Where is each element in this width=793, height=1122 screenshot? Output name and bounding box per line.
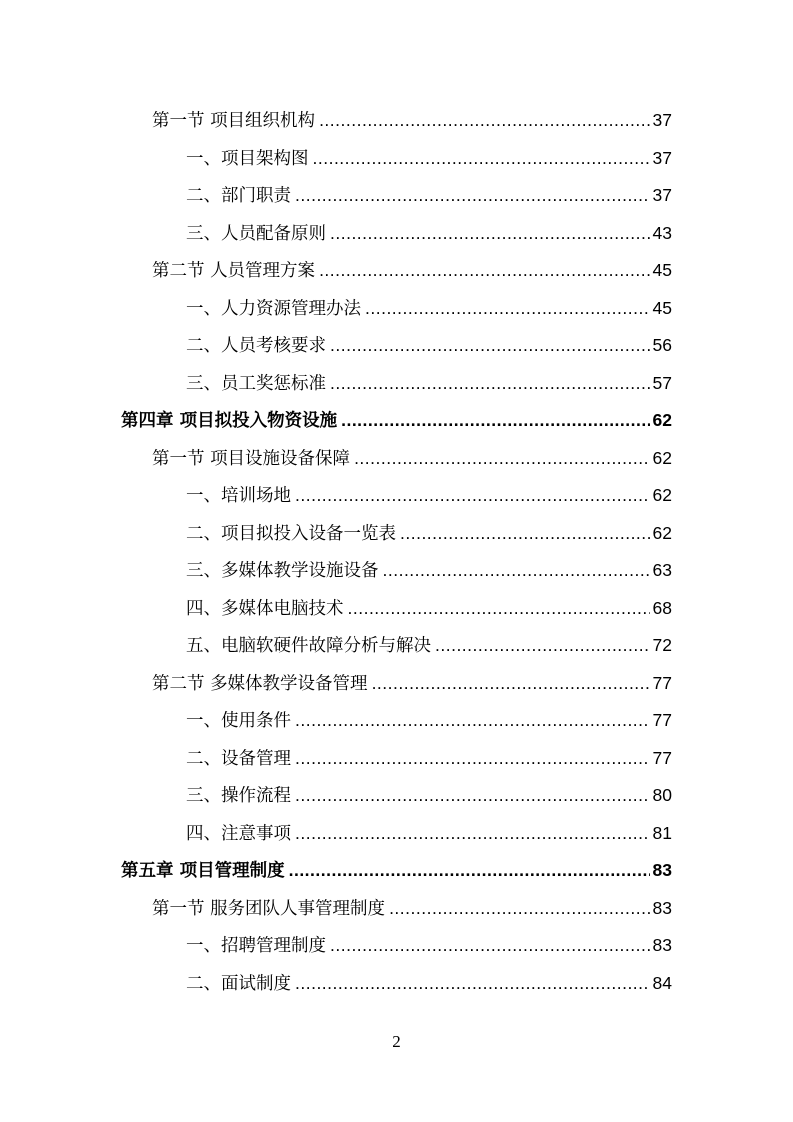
toc-entry-page-number: 43 xyxy=(652,222,672,243)
toc-entry-page-number: 77 xyxy=(652,710,672,730)
toc-subsection-entry[interactable] xyxy=(186,555,672,585)
toc-subsection-entry[interactable] xyxy=(186,930,672,960)
toc-section-entry[interactable] xyxy=(152,255,672,285)
toc-entry-page-number: 45 xyxy=(652,297,672,318)
toc-entry-title: 一、项目架构图 xyxy=(186,148,309,169)
toc-entry-page-number: 56 xyxy=(652,335,672,355)
toc-entry-page-number: 83 xyxy=(652,897,672,918)
toc-dot-leader xyxy=(348,593,650,623)
toc-entry-title: 一、使用条件 xyxy=(186,711,291,731)
toc-entry-title: 三、员工奖惩标准 xyxy=(186,373,326,394)
toc-entry-title: 二、部门职责 xyxy=(186,186,291,206)
toc-entry-page-number: 72 xyxy=(652,635,672,655)
page-number: 2 xyxy=(392,1032,401,1051)
toc-entry-title: 二、面试制度 xyxy=(186,973,291,994)
toc-subsection-entry[interactable] xyxy=(186,368,672,398)
toc-subsection-entry[interactable] xyxy=(186,293,672,323)
toc-dot-leader xyxy=(330,930,650,960)
toc-dot-leader xyxy=(295,180,650,210)
toc-entry-page-number: 84 xyxy=(652,972,672,993)
toc-dot-leader xyxy=(295,780,650,810)
toc-dot-leader xyxy=(383,555,650,585)
toc-section-entry[interactable] xyxy=(152,443,672,473)
toc-entry-title: 第二节 多媒体教学设备管理 xyxy=(152,673,368,694)
toc-entry-title: 第四章 项目拟投入物资设施 xyxy=(121,411,338,431)
toc-entry-title: 第二节 人员管理方案 xyxy=(152,261,316,281)
toc-entry-page-number: 77 xyxy=(652,747,672,768)
toc-dot-leader xyxy=(341,405,649,435)
toc-entry-page-number: 57 xyxy=(652,372,672,393)
toc-entry-page-number: 62 xyxy=(652,447,672,468)
toc-dot-leader xyxy=(389,893,649,923)
toc-entry-page-number: 80 xyxy=(652,785,672,805)
toc-entry-page-number: 62 xyxy=(652,522,672,543)
toc-entry-page-number: 83 xyxy=(652,860,672,880)
toc-entry-page-number: 63 xyxy=(652,560,672,580)
toc-dot-leader xyxy=(295,480,650,510)
toc-entry-title: 二、人员考核要求 xyxy=(186,336,326,356)
toc-dot-leader xyxy=(330,218,650,248)
toc-entry-title: 五、电脑软硬件故障分析与解决 xyxy=(186,636,431,656)
toc-entry-title: 三、人员配备原则 xyxy=(186,223,326,244)
toc-entry-title: 第五章 项目管理制度 xyxy=(121,861,285,881)
toc-entry-page-number: 37 xyxy=(652,110,672,130)
toc-subsection-entry[interactable] xyxy=(186,480,672,510)
toc-dot-leader xyxy=(372,668,650,698)
toc-entry-title: 四、多媒体电脑技术 xyxy=(186,598,344,619)
toc-entry-page-number: 83 xyxy=(652,935,672,955)
toc-subsection-entry[interactable] xyxy=(186,180,672,210)
toc-entry-title: 二、设备管理 xyxy=(186,748,291,769)
toc-entry-page-number: 45 xyxy=(652,260,672,280)
toc-dot-leader xyxy=(400,518,650,548)
toc-dot-leader xyxy=(289,855,650,885)
toc-section-entry[interactable] xyxy=(152,893,672,923)
toc-chapter-entry[interactable] xyxy=(121,405,672,435)
toc-subsection-entry[interactable] xyxy=(186,143,672,173)
toc-entry-page-number: 37 xyxy=(652,147,672,168)
toc-entry-title: 一、招聘管理制度 xyxy=(186,936,326,956)
toc-subsection-entry[interactable] xyxy=(186,518,672,548)
toc-section-entry[interactable] xyxy=(152,668,672,698)
toc-entry-page-number: 81 xyxy=(652,822,672,843)
toc-dot-leader xyxy=(354,443,649,473)
toc-subsection-entry[interactable] xyxy=(186,330,672,360)
toc-dot-leader xyxy=(295,705,650,735)
toc-entry-title: 二、项目拟投入设备一览表 xyxy=(186,523,396,544)
toc-subsection-entry[interactable] xyxy=(186,968,672,998)
toc-subsection-entry[interactable] xyxy=(186,705,672,735)
toc-dot-leader xyxy=(330,368,650,398)
toc-subsection-entry[interactable] xyxy=(186,780,672,810)
toc-dot-leader xyxy=(319,255,649,285)
toc-dot-leader xyxy=(295,968,650,998)
toc-entry-page-number: 62 xyxy=(652,485,672,505)
toc-dot-leader xyxy=(365,293,650,323)
toc-entry-title: 第一节 项目组织机构 xyxy=(152,111,316,131)
toc-chapter-entry[interactable] xyxy=(121,855,672,885)
toc-subsection-entry[interactable] xyxy=(186,818,672,848)
toc-entry-title: 一、人力资源管理办法 xyxy=(186,298,361,319)
toc-dot-leader xyxy=(295,743,650,773)
toc-entry-title: 三、操作流程 xyxy=(186,786,291,806)
toc-section-entry[interactable] xyxy=(152,105,672,135)
toc-entry-page-number: 37 xyxy=(652,185,672,205)
toc-entry-title: 三、多媒体教学设施设备 xyxy=(186,561,379,581)
toc-entry-title: 第一节 服务团队人事管理制度 xyxy=(152,898,386,919)
toc-subsection-entry[interactable] xyxy=(186,630,672,660)
toc-dot-leader xyxy=(330,330,650,360)
toc-entry-title: 一、培训场地 xyxy=(186,486,291,506)
toc-entry-title: 第一节 项目设施设备保障 xyxy=(152,448,351,469)
toc-dot-leader xyxy=(319,105,649,135)
toc-entry-page-number: 62 xyxy=(652,410,672,430)
toc-entry-page-number: 77 xyxy=(652,672,672,693)
toc-entry-page-number: 68 xyxy=(652,597,672,618)
toc-subsection-entry[interactable] xyxy=(186,218,672,248)
toc-entry-title: 四、注意事项 xyxy=(186,823,291,844)
toc-dot-leader xyxy=(435,630,650,660)
toc-dot-leader xyxy=(295,818,650,848)
toc-subsection-entry[interactable] xyxy=(186,743,672,773)
toc-dot-leader xyxy=(313,143,650,173)
toc-subsection-entry[interactable] xyxy=(186,593,672,623)
